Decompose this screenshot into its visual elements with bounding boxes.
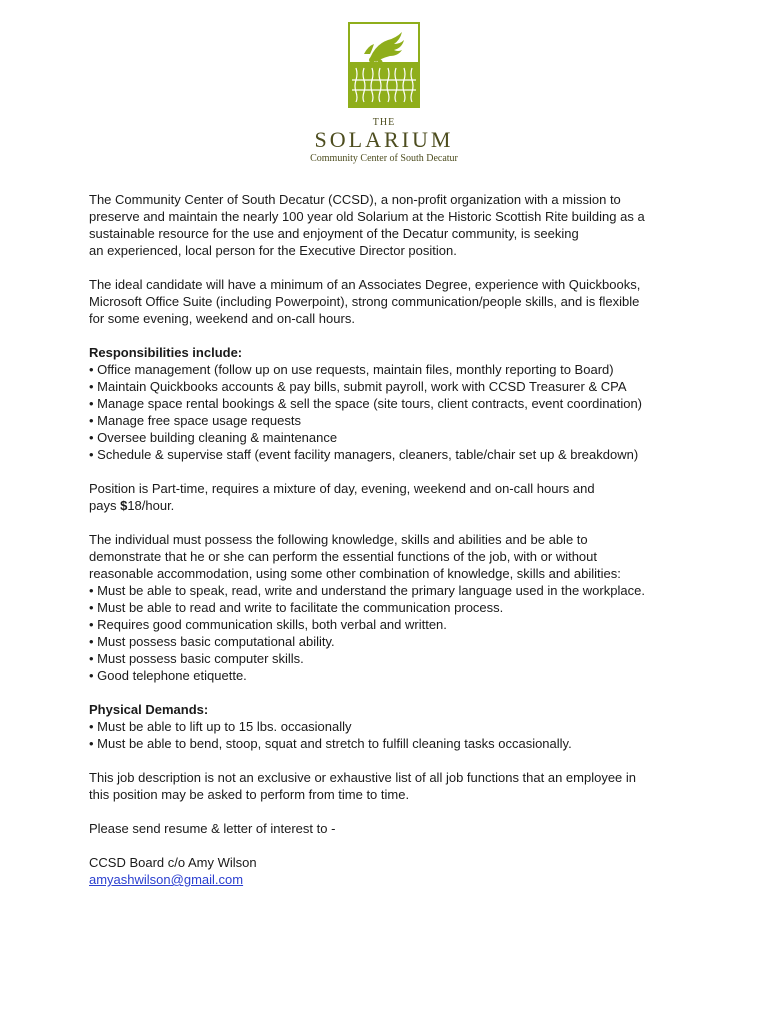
ideal-candidate-paragraph [89,276,689,327]
physical-demands-heading: Physical Demands: [89,702,209,717]
ideal-line: The ideal candidate will have a minimum of an Associates Degree, experience with Quickbooks, [89,277,641,292]
intro-line: sustainable resource for the use and enjoyment of the Decatur community, is seeking [89,226,579,241]
disclaimer-line: this position may be asked to perform from time to time. [89,787,410,802]
logo-the-text: THE [372,117,396,128]
logo-title: SOLARIUM [314,127,454,152]
disclaimer-paragraph [89,769,689,803]
job-description [89,191,689,888]
intro-line: an experienced, local person for the Executive Director position. [89,243,457,258]
intro-line: preserve and maintain the nearly 100 year old Solarium at the Historic Scottish Rite building as a [89,209,645,224]
abilities-intro-line: reasonable accommodation, using some other combination of knowledge, skills and abilities: [89,566,621,581]
list-item: • Must possess basic computer skills. [89,651,304,666]
list-item: • Office management (follow up on use requests, maintain files, monthly reporting to Board) [89,362,614,377]
responsibilities-section [89,344,689,463]
abilities-section [89,531,689,684]
list-item: • Manage free space usage requests [89,413,301,428]
list-item: • Oversee building cleaning & maintenance [89,430,338,445]
list-item: • Must be able to read and write to facilitate the communication process. [89,600,504,615]
list-item: • Must be able to bend, stoop, squat and stretch to fulfill cleaning tasks occasionally. [89,736,572,751]
position-line: Position is Part-time, requires a mixture of day, evening, weekend and on-call hours and [89,481,595,496]
ideal-line: for some evening, weekend and on-call hours. [89,311,355,326]
solarium-logo-mark [348,22,420,108]
logo [0,22,768,164]
pay-line [89,497,689,514]
abilities-intro-line: demonstrate that he or she can perform the essential functions of the job, with or without [89,549,598,564]
list-item: • Good telephone etiquette. [89,668,247,683]
list-item: • Must be able to lift up to 15 lbs. occasionally [89,719,352,734]
intro-line: The Community Center of South Decatur (CCSD), a non-profit organization with a mission to [89,192,621,207]
contact-email-link[interactable]: amyashwilson@gmail.com [89,872,244,887]
disclaimer-line: This job description is not an exclusive or exhaustive list of all job functions that an employee in [89,770,637,785]
list-item: • Schedule & supervise staff (event facility managers, cleaners, table/chair set up & breakdown) [89,447,639,462]
list-item: • Must be able to speak, read, write and understand the primary language used in the workplace. [89,583,645,598]
list-item: • Manage space rental bookings & sell the space (site tours, client contracts, event coordination) [89,396,643,411]
logo-subtitle: Community Center of South Decatur [310,153,458,164]
send-instructions: Please send resume & letter of interest to - [89,821,336,836]
pay-dollar: $ [120,498,128,513]
physical-demands-section [89,701,689,752]
abilities-intro-line: The individual must possess the following knowledge, skills and abilities and be able to [89,532,588,547]
pay-rate: 18/hour. [127,498,175,513]
list-item: • Must possess basic computational ability. [89,634,335,649]
responsibilities-heading: Responsibilities include: [89,345,243,360]
intro-paragraph [89,191,689,259]
list-item: • Maintain Quickbooks accounts & pay bills, submit payroll, work with CCSD Treasurer & CPA [89,379,627,394]
ideal-line: Microsoft Office Suite (including Powerpoint), strong communication/people skills, and is flexible [89,294,640,309]
list-item: • Requires good communication skills, both verbal and written. [89,617,447,632]
oak-leaf-icon [350,24,418,106]
pay-prefix: pays [89,498,121,513]
position-paragraph [89,480,689,514]
contact-name: CCSD Board c/o Amy Wilson [89,855,257,870]
